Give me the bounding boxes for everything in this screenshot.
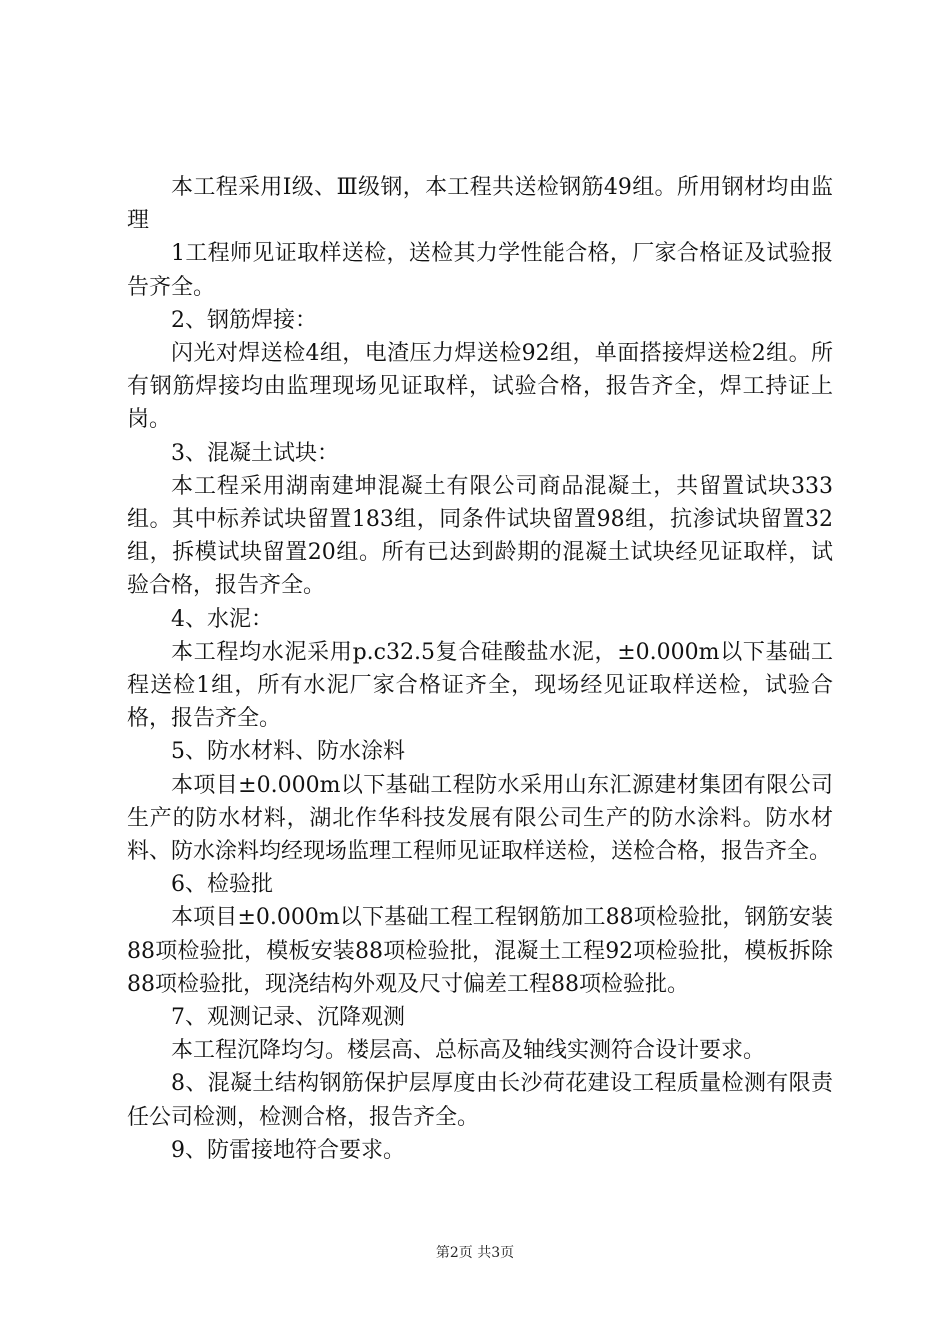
paragraph: 本工程沉降均匀。楼层高、总标高及轴线实测符合设计要求。 (171, 1038, 766, 1064)
section-heading: 4、水泥： (171, 606, 273, 632)
paragraph: 1工程师见证取样送检，送检其力学性能合格，厂家合格证及试验报告齐全。 (127, 241, 833, 300)
paragraph: 闪光对焊送检4组，电渣压力焊送检92组，单面搭接焊送检2组。所有钢筋焊接均由监理现场见证取样，试验合格，报告齐全，焊工持证上岗。 (127, 341, 833, 433)
paragraph: 本工程均水泥采用p.c32.5复合硅酸盐水泥，±0.000m以下基础工程送检1组，所有水泥厂家合格证齐全，现场经见证取样送检，试验合格，报告齐全。 (127, 639, 833, 732)
section-heading: 2、钢筋焊接： (171, 307, 317, 333)
paragraph: 本工程采用湖南建坤混凝土有限公司商品混凝土，共留置试块333组。其中标养试块留置183组，同条件试块留置98组，抗渗试块留置32组，拆模试块留置20组。所有已达到龄期的混凝土试块经见证取样，试验合格，报告齐全。 (127, 473, 833, 599)
document-body (127, 171, 833, 1167)
section-heading: 5、防水材料、防水涂料 (171, 739, 405, 765)
page-number: 第2页 共3页 (435, 1245, 515, 1261)
paragraph: 本工程采用Ⅰ级、Ⅲ级钢，本工程共送检钢筋49组。所用钢材均由监理 (127, 175, 833, 234)
section-heading: 7、观测记录、沉降观测 (171, 1005, 405, 1031)
paragraph: 8、混凝土结构钢筋保护层厚度由长沙荷花建设工程质量检测有限责任公司检测，检测合格，报告齐全。 (127, 1071, 833, 1130)
section-heading: 3、混凝土试块： (171, 440, 339, 466)
paragraph: 本项目±0.000m以下基础工程防水采用山东汇源建材集团有限公司生产的防水材料，湖北作华科技发展有限公司生产的防水涂料。防水材料、防水涂料均经现场监理工程师见证取样送检，送检合格，报告齐全。 (127, 772, 833, 865)
paragraph: 本项目±0.000m以下基础工程工程钢筋加工88项检验批，钢筋安装88项检验批，模板安装88项检验批，混凝土工程92项检验批，模板拆除88项检验批，现浇结构外观及尺寸偏差工程88项检验批。 (127, 905, 833, 997)
paragraph: 9、防雷接地符合要求。 (171, 1137, 405, 1163)
section-heading: 6、检验批 (171, 872, 273, 898)
